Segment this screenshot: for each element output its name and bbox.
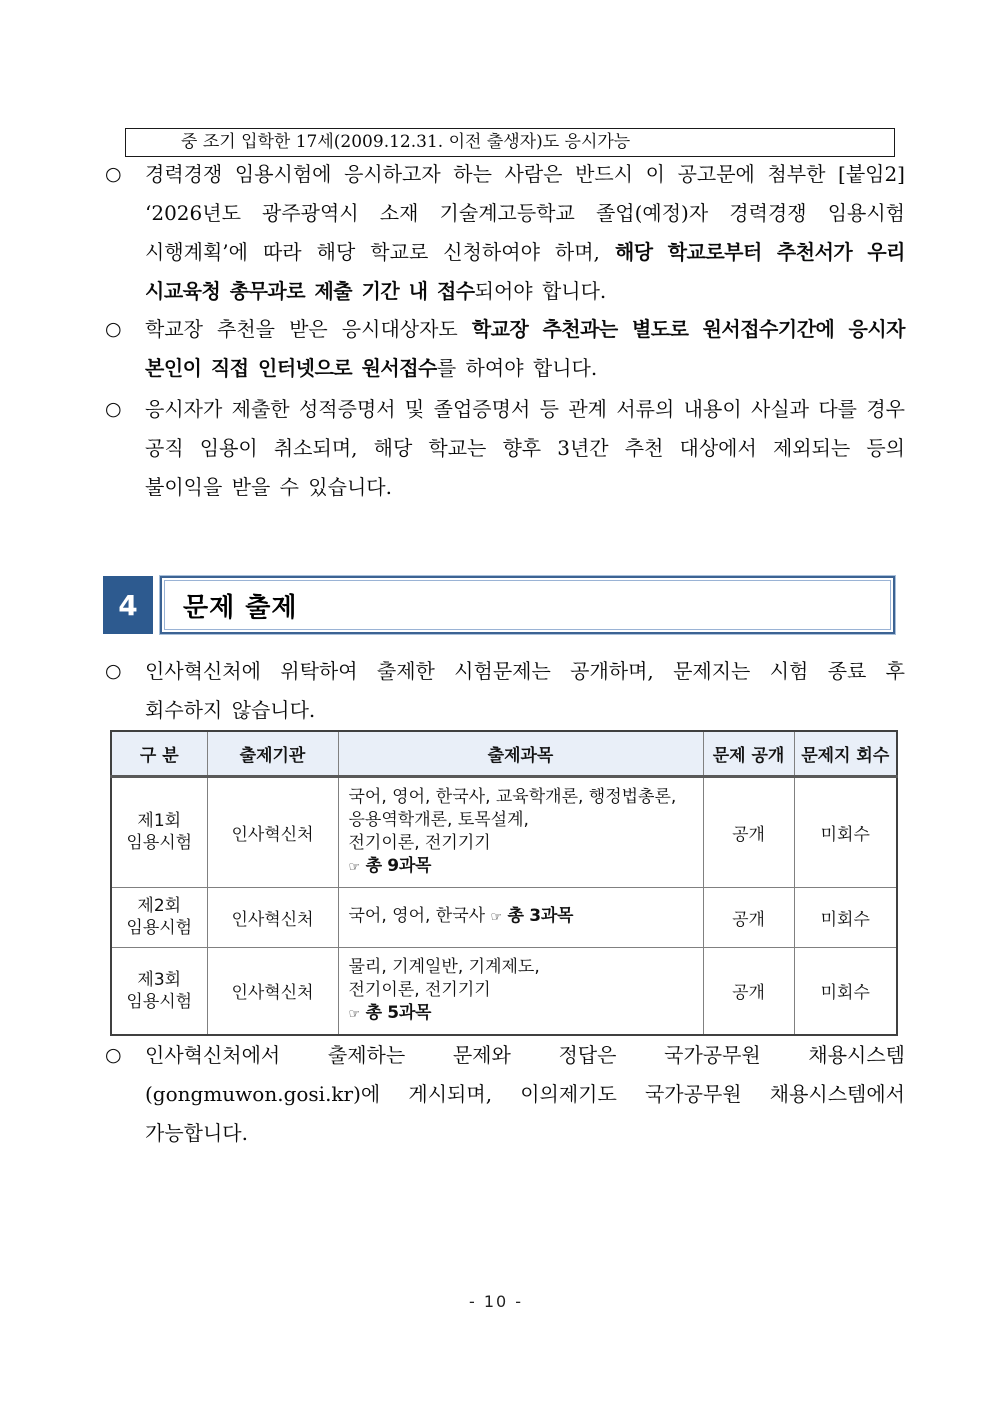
paragraph-text: [145, 310, 905, 388]
subject-line: 물리, 기계일반, 기계제도,: [348, 956, 540, 977]
paragraph-segment: 학교장 추천을 받은 응시대상자도: [145, 317, 472, 341]
cell-category: [111, 887, 207, 947]
bullet-marker: ○: [105, 398, 122, 420]
bullet-paragraph-document-falsity: [105, 390, 905, 507]
table-header-subjects: 출제과목: [338, 731, 703, 776]
category-line: 임용시험: [126, 991, 193, 1012]
section-title: 문제 출제: [183, 592, 298, 623]
subject-total: 총 5과목: [365, 1002, 432, 1023]
subject-summary-line: [349, 855, 693, 879]
subject-inline: 국어, 영어, 한국사: [348, 906, 491, 926]
paragraph-text: [145, 155, 905, 311]
cell-retrieval: 미회수: [794, 947, 897, 1035]
paragraph-segment: 경력경쟁 임용시험에 응시하고자 하는 사람은 반드시 이 공고문에 첨부한 [붙임2] ‘2026년도 광주광역시 소재 기술계고등학교 졸업(예정)자 경력경쟁 임용시험 시행계획’에 따라 해당 학교로 신청하여야 하며,: [145, 162, 905, 264]
table-header-disclosure: 문제 공개: [703, 731, 794, 776]
paragraph-segment-bold: 학교장 추천과는 별도로 원서접수기간에 응시자 본인이 직접 인터넷으로 원서접수: [145, 317, 905, 380]
pointer-icon: ☞: [348, 1006, 361, 1022]
pointer-icon: ☞: [348, 859, 361, 875]
paragraph-segment: 응시자가 제출한 성적증명서 및 졸업증명서 등 관계 서류의 내용이 사실과 다를 경우 공직 임용이 취소되며, 해당 학교는 향후 3년간 추천 대상에서 제외되는 등의 불이익을 받을 수 있습니다.: [145, 397, 905, 499]
table-row-exam1: [111, 776, 897, 887]
paragraph-segment-bold: 해당 학교로부터 추천서가 우리 시교육청 총무과로 제출 기간 내 접수: [145, 240, 905, 303]
continuation-note-text: 중 조기 입학한 17세(2009.12.31. 이전 출생자)도 응시가능: [181, 132, 631, 152]
paragraph-text: [145, 1036, 905, 1153]
bullet-marker: ○: [105, 1044, 122, 1066]
subject-line: 국어, 영어, 한국사, 교육학개론, 행정법총론,: [348, 786, 677, 807]
subject-summary-line: [349, 1002, 693, 1026]
bullet-paragraph-question-disclosure: [105, 652, 905, 730]
paragraph-segment: 를 하여야 합니다.: [436, 356, 598, 380]
section-number: 4: [118, 588, 138, 622]
subject-line: 응용역학개론, 토목설계,: [348, 809, 529, 830]
table-header-category: 구 분: [111, 731, 207, 776]
cell-category: [111, 776, 207, 887]
cell-retrieval: 미회수: [794, 887, 897, 947]
cell-agency: 인사혁신처: [207, 887, 338, 947]
cell-subjects: [338, 887, 703, 947]
subject-line: [349, 905, 693, 929]
table-row-exam2: [111, 887, 897, 947]
table-header-row: [111, 731, 897, 776]
subject-line: 전기이론, 전기기기: [348, 832, 491, 853]
category-line: 제2회: [137, 896, 182, 916]
cell-agency: 인사혁신처: [207, 947, 338, 1035]
table-header-retrieval: 문제지 회수: [794, 731, 897, 776]
category-line: 제1회: [137, 811, 182, 831]
cell-agency: 인사혁신처: [207, 776, 338, 887]
paragraph-text: [145, 390, 905, 507]
exam-question-table: [110, 730, 898, 1036]
paragraph-segment: 되어야 합니다.: [474, 279, 607, 303]
paragraph-text: [145, 652, 905, 730]
paragraph-segment: 인사혁신처에 위탁하여 출제한 시험문제는 공개하며, 문제지는 시험 종료 후 회수하지 않습니다.: [145, 659, 905, 722]
bullet-marker: ○: [105, 660, 122, 682]
cell-subjects: [338, 947, 703, 1035]
cell-disclosure: 공개: [703, 776, 794, 887]
category-line: 임용시험: [126, 833, 193, 853]
continuation-note-box: [125, 128, 895, 157]
cell-disclosure: 공개: [703, 947, 794, 1035]
bullet-marker: ○: [105, 318, 122, 340]
pointer-icon: ☞: [490, 910, 503, 925]
paragraph-segment: 인사혁신처에서 출제하는 문제와 정답은 국가공무원 채용시스템(gongmuwon.gosi.kr)에 게시되며, 이의제기도 국가공무원 채용시스템에서 가능합니다.: [145, 1043, 905, 1145]
cell-subjects: [338, 776, 703, 887]
cell-retrieval: 미회수: [794, 776, 897, 887]
category-line: 제3회: [137, 969, 182, 990]
subject-total: 총 3과목: [507, 906, 574, 926]
bullet-paragraph-gongmuwon: [105, 1036, 905, 1153]
subject-total: 총 9과목: [365, 855, 432, 876]
section-header-box: [160, 576, 895, 634]
subject-line: 전기이론, 전기기기: [348, 979, 491, 1000]
cell-disclosure: 공개: [703, 887, 794, 947]
category-line: 임용시험: [126, 918, 193, 938]
cell-category: [111, 947, 207, 1035]
section-number-badge: [103, 576, 153, 634]
table-header-agency: 출제기관: [207, 731, 338, 776]
page-number: - 10 -: [468, 1292, 524, 1311]
bullet-paragraph-recommendation: [105, 155, 905, 311]
table-row-exam3: [111, 947, 897, 1035]
section-header-inner: [164, 580, 891, 630]
bullet-marker: ○: [105, 163, 122, 185]
bullet-paragraph-online-application: [105, 310, 905, 388]
